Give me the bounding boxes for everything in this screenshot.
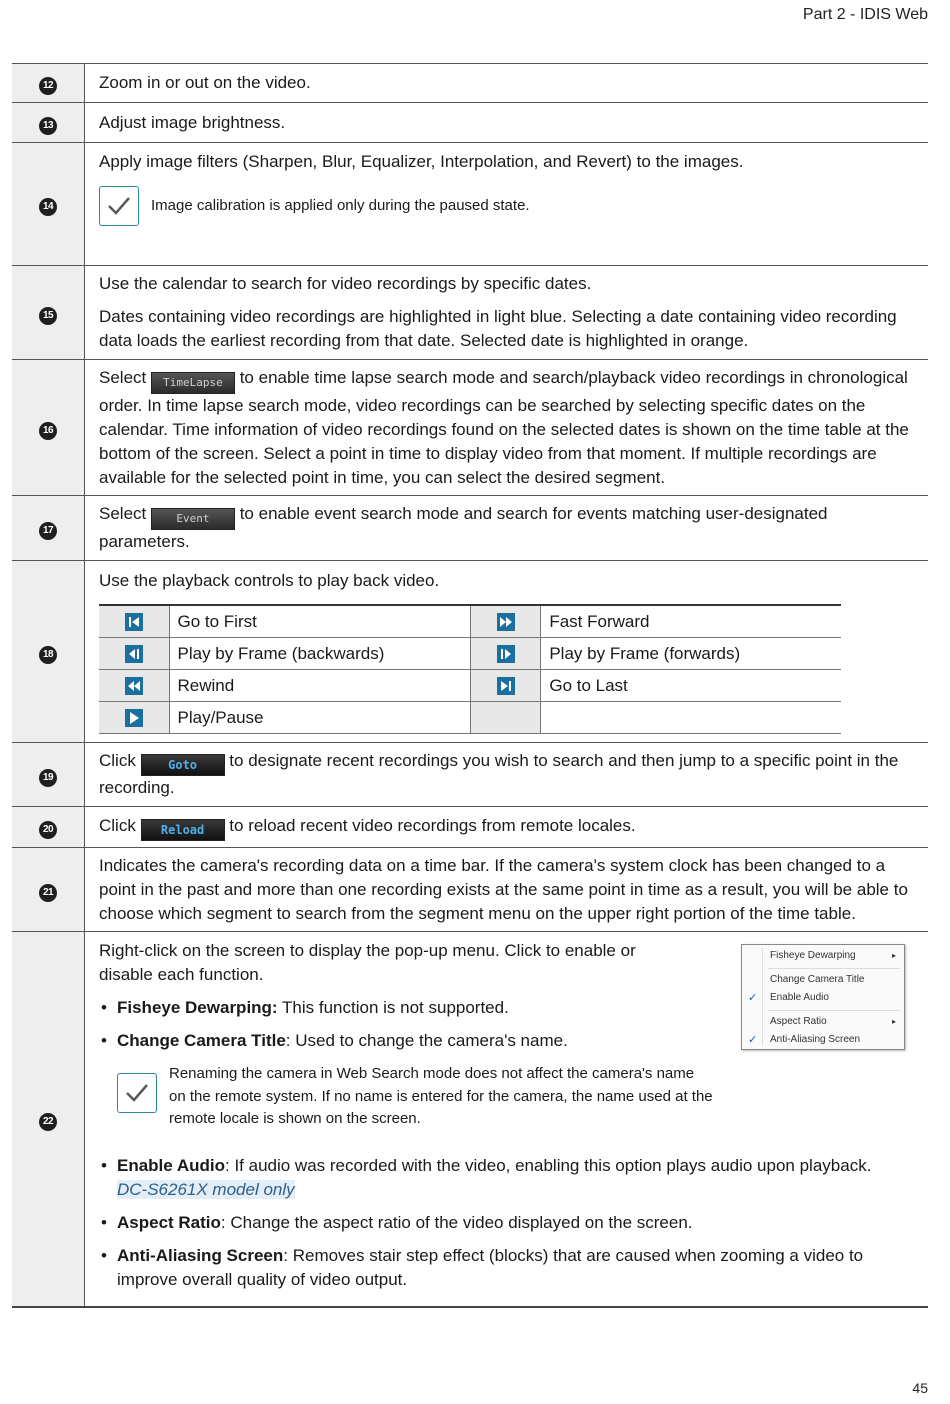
timelapse-button[interactable]: TimeLapse [151, 372, 235, 394]
table-row [12, 103, 928, 143]
control-label: Go to First [169, 605, 470, 638]
row-number-badge: 12 [39, 77, 57, 95]
table-row [12, 848, 928, 932]
table-row [99, 605, 841, 638]
go-to-first-icon [125, 613, 143, 631]
control-label: Fast Forward [541, 605, 841, 638]
feature-table [12, 63, 928, 1308]
table-row [12, 143, 928, 266]
checked-icon: ✓ [748, 992, 758, 1004]
row-description: Dates containing video recordings are highlighted in light blue. Selecting a date containing video recording data loads the earliest recording from that date. Selected date is highlighted in orange. [99, 307, 897, 350]
list-item: • Anti-Aliasing Screen: Removes stair step effect (blocks) that are caused when zooming a video to improve overall quality of video output. [99, 1244, 914, 1292]
row-description: Adjust image brightness. [85, 103, 929, 143]
go-to-last-icon [497, 677, 515, 695]
table-row [12, 561, 928, 743]
control-label: Play by Frame (forwards) [541, 638, 841, 670]
table-row [12, 64, 928, 103]
row-description: to enable event search mode and search for events matching user-designated parameters. [99, 504, 828, 551]
table-row [12, 932, 928, 1307]
list-item: • Aspect Ratio: Change the aspect ratio of the video displayed on the screen. [99, 1211, 914, 1235]
note-text: Image calibration is applied only during the paused state. [151, 196, 530, 214]
row-description: Zoom in or out on the video. [85, 64, 929, 103]
row-number-badge: 14 [39, 198, 57, 216]
fast-forward-icon [497, 613, 515, 631]
table-row [99, 638, 841, 670]
row-description: Apply image filters (Sharpen, Blur, Equalizer, Interpolation, and Revert) to the images. [99, 152, 744, 171]
submenu-arrow-icon: ▸ [891, 951, 896, 960]
table-row [12, 496, 928, 561]
row-number-badge: 22 [39, 1113, 57, 1131]
frame-backward-icon [125, 645, 143, 663]
row-description: Use the playback controls to play back video. [99, 571, 440, 590]
row-number-badge: 15 [39, 307, 57, 325]
row-description: Click [99, 815, 136, 835]
note-box [99, 186, 914, 226]
row-description: Select [99, 367, 147, 387]
list-item: • Fisheye Dewarping: This function is not supported. [99, 996, 914, 1020]
playback-controls-table [99, 604, 841, 734]
table-row [99, 670, 841, 702]
goto-button[interactable]: Goto [141, 754, 225, 776]
menu-item-change-title[interactable]: Change Camera Title [770, 974, 865, 985]
page-header: Part 2 - IDIS Web [802, 6, 928, 23]
frame-forward-icon [497, 645, 515, 663]
menu-item-fisheye[interactable]: Fisheye Dewarping [770, 950, 856, 961]
table-row [12, 743, 928, 807]
menu-item-aspect-ratio[interactable]: Aspect Ratio [770, 1016, 827, 1027]
control-label: Play by Frame (backwards) [169, 638, 470, 670]
row-number-badge: 20 [39, 821, 57, 839]
row-number-badge: 18 [39, 646, 57, 664]
play-pause-icon [125, 709, 143, 727]
note-box [117, 1063, 914, 1131]
row-number-badge: 16 [39, 422, 57, 440]
checkmark-icon [117, 1073, 157, 1113]
reload-button[interactable]: Reload [141, 819, 225, 841]
control-label: Rewind [169, 670, 470, 702]
table-row [12, 266, 928, 360]
row-number-badge: 19 [39, 769, 57, 787]
bullet-list [99, 1154, 914, 1292]
checked-icon: ✓ [748, 1034, 758, 1046]
row-description: to reload recent video recordings from remote locales. [224, 815, 636, 835]
list-item: • Change Camera Title: Used to change the camera's name. [99, 1029, 914, 1053]
table-row [99, 702, 841, 734]
row-description: Click [99, 751, 136, 770]
control-label: Play/Pause [169, 702, 470, 734]
table-row [12, 807, 928, 848]
row-description: Use the calendar to search for video recordings by specific dates. [99, 274, 592, 293]
control-label: Go to Last [541, 670, 841, 702]
context-menu-screenshot [741, 944, 905, 1050]
row-description: to designate recent recordings you wish to search and then jump to a specific point in the recording. [99, 751, 899, 797]
checkmark-icon [99, 186, 139, 226]
menu-item-anti-aliasing[interactable]: Anti-Aliasing Screen [770, 1034, 861, 1045]
list-item: • Enable Audio: If audio was recorded with the video, enabling this option plays audio upon playback. DC-S6261X model only [99, 1154, 914, 1202]
page-number: 45 [912, 1380, 928, 1396]
rewind-icon [125, 677, 143, 695]
row-description: Select [99, 504, 147, 523]
model-note: DC-S6261X model only [117, 1179, 295, 1199]
event-button[interactable]: Event [151, 508, 235, 530]
note-text: Renaming the camera in Web Search mode does not affect the camera's name on the remote system. If no name is entered for the camera, the name used at the remote locale is shown on the screen. [169, 1065, 713, 1127]
row-number-badge: 13 [39, 117, 57, 135]
row-number-badge: 17 [39, 522, 57, 540]
menu-item-enable-audio[interactable]: Enable Audio [770, 992, 829, 1003]
submenu-arrow-icon: ▸ [891, 1017, 896, 1026]
row-number-badge: 21 [39, 884, 57, 902]
row-description: to enable time lapse search mode and search/playback video recordings in chronological order. In time lapse search mode, video recordings can be searched by selecting specific dates on the calendar. Time information of video recordings found on the selected dates is shown on the time table at the bottom of the screen. Select a point in time to display video from that moment. If multiple recordings are available for the selected point in time, you can select the desired segment. [99, 367, 909, 487]
row-description: Right-click on the screen to display the pop-up menu. Click to enable or disable each function. [99, 941, 636, 984]
row-description: Indicates the camera's recording data on a time bar. If the camera's system clock has been changed to a point in the past and more than one recording exists at the same point in time as a result, you will be able to choose which segment to search from the segment menu on the upper right portion of the time table. [85, 848, 929, 932]
table-row [12, 360, 928, 496]
